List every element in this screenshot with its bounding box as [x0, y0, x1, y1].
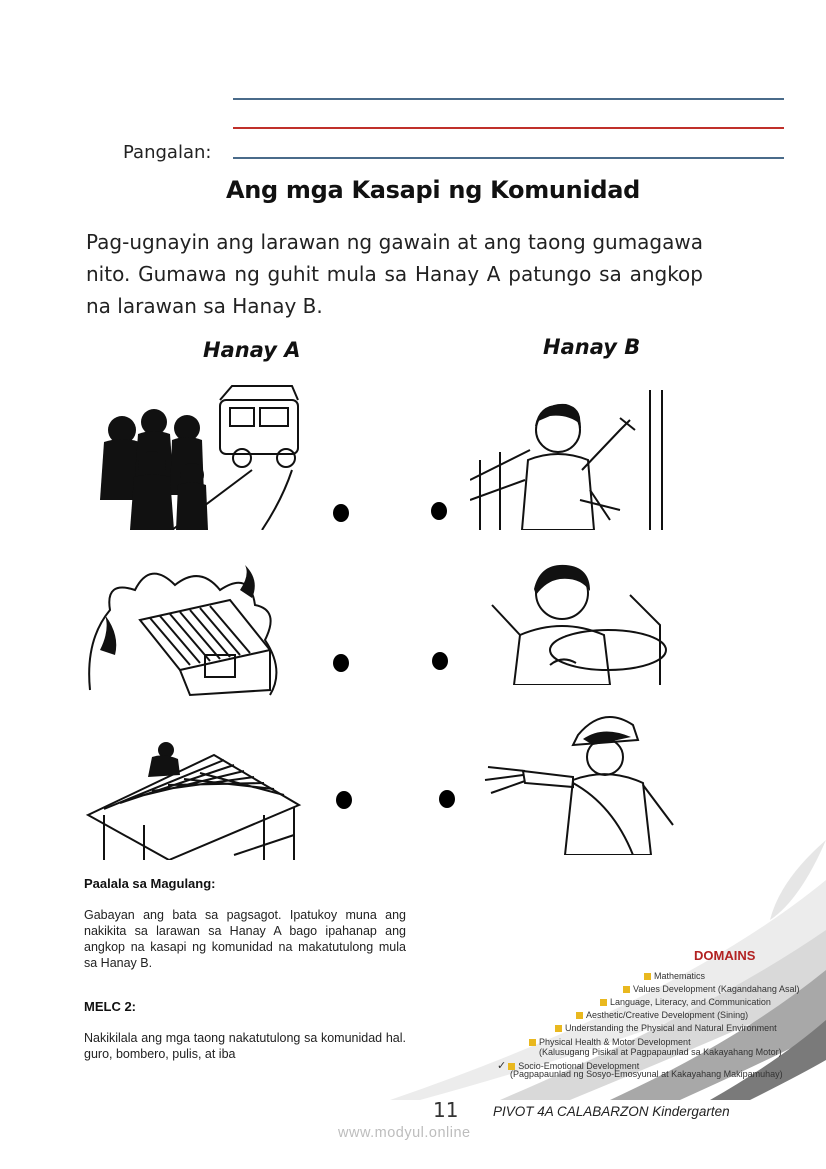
match-dot-b2[interactable]: [432, 652, 448, 670]
domain-item-language: Language, Literacy, and Communication: [600, 997, 771, 1007]
carpenter-picture: [470, 390, 680, 530]
domain-bullet-icon: [555, 1025, 562, 1032]
match-dot-b3[interactable]: [439, 790, 455, 808]
domain-item-mathematics: Mathematics: [644, 971, 705, 981]
domain-item-physical: Physical Health & Motor Development: [529, 1037, 691, 1047]
domain-item-physical-sub: (Kalusugang Pisikal at Pagpapaunlad sa Kakayahang Motor): [539, 1047, 782, 1057]
domains-title: DOMAINS: [694, 948, 756, 963]
domain-item-environment: Understanding the Physical and Natural Environment: [555, 1023, 777, 1033]
domain-bullet-icon: [576, 1012, 583, 1019]
match-dot-a1[interactable]: [333, 504, 349, 522]
name-label: Pangalan:: [123, 142, 212, 163]
firefighter-picture: [483, 705, 683, 855]
domain-item-values: Values Development (Kagandahang Asal): [623, 984, 799, 994]
roof-repair-picture: [84, 735, 304, 860]
top-line-blue: [233, 98, 784, 100]
domain-item-aesthetic: Aesthetic/Creative Development (Sining): [576, 1010, 748, 1020]
parent-note-heading: Paalala sa Magulang:: [84, 876, 216, 891]
match-dot-a3[interactable]: [336, 791, 352, 809]
domain-bullet-icon: [600, 999, 607, 1006]
watermark: www.modyul.online: [338, 1125, 471, 1141]
burning-house-picture: [80, 560, 290, 700]
column-a-heading: Hanay A: [203, 338, 301, 362]
checkmark-icon: ✓: [497, 1060, 507, 1072]
instructions-text: Pag-ugnayin ang larawan ng gawain at ang taong gumagawa nito. Gumawa ng guhit mula sa Hanay A patungo sa angkop na larawan sa Hanay B.: [86, 230, 703, 318]
domain-bullet-icon: [529, 1039, 536, 1046]
driver-picture: [490, 555, 670, 685]
middle-line-red: [233, 127, 784, 129]
column-b-heading: Hanay B: [543, 335, 641, 359]
people-waiting-jeepney-picture: [92, 380, 312, 530]
parent-note-text: Gabayan ang bata sa pagsagot. Ipatukoy muna ang nakikita sa larawan sa Hanay A bago ipahanap ang angkop na kasapi ng komunidad na makatutulong mula sa Hanay B.: [84, 908, 406, 970]
match-dot-a2[interactable]: [333, 654, 349, 672]
domain-bullet-icon: [623, 986, 630, 993]
domain-item-socio: ✓ Socio-Emotional Development: [497, 1060, 640, 1072]
page-number: 11: [433, 1098, 459, 1122]
match-dot-b1[interactable]: [431, 502, 447, 520]
footer-text: PIVOT 4A CALABARZON Kindergarten: [493, 1104, 730, 1119]
melc-heading: MELC 2:: [84, 999, 136, 1014]
domain-item-socio-sub: (Pagpapaunlad ng Sosyo-Emosyunal at Kakayahang Makipamuhay): [510, 1069, 783, 1079]
page-title: Ang mga Kasapi ng Komunidad: [225, 176, 641, 204]
melc-text: Nakikilala ang mga taong nakatutulong sa komunidad hal. guro, bombero, pulis, at iba: [84, 1031, 406, 1061]
domain-bullet-icon: [644, 973, 651, 980]
name-line-blue: [233, 157, 784, 159]
